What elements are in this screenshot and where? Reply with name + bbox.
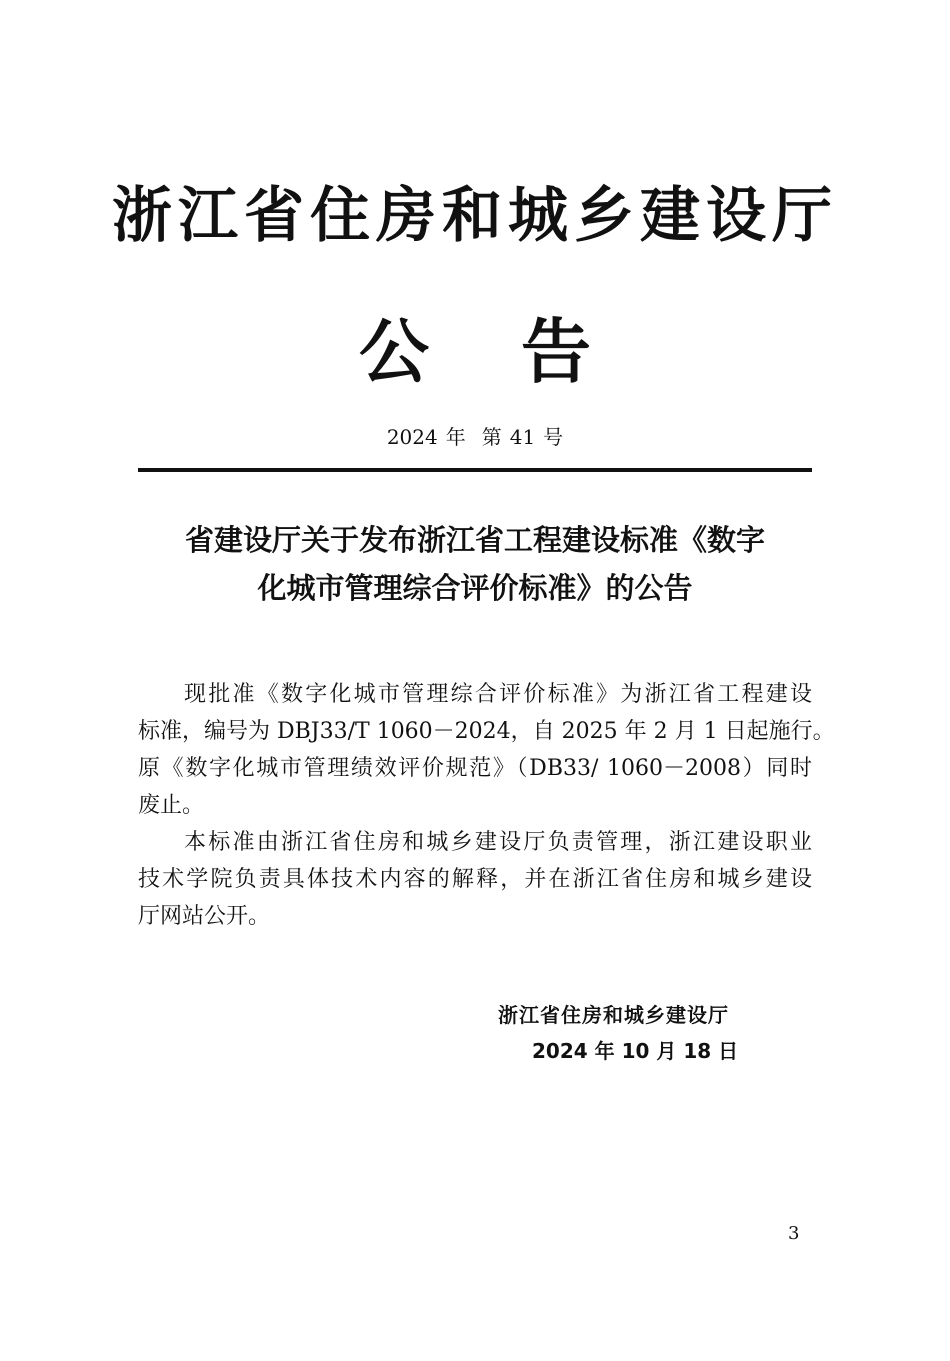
document-number-value: 41 bbox=[509, 425, 536, 449]
document-year: 2024 bbox=[386, 425, 438, 449]
document-number bbox=[0, 423, 950, 451]
paragraph-1-line-1: 现批准《数字化城市管理综合评价标准》为浙江省工程建设 bbox=[184, 682, 812, 707]
document-number-suffix: 号 bbox=[543, 425, 564, 449]
header-divider bbox=[138, 468, 812, 472]
paragraph-2-line-3: 厅网站公开。 bbox=[138, 904, 271, 929]
announcement-title-line-2: 化城市管理综合评价标准》的公告 bbox=[257, 571, 693, 605]
document-type-heading bbox=[0, 312, 950, 392]
signature-organization: 浙江省住房和城乡建设厅 bbox=[498, 1003, 729, 1027]
page-number: 3 bbox=[788, 1223, 800, 1244]
document-year-unit: 年 bbox=[445, 425, 466, 449]
announcement-title bbox=[138, 516, 812, 612]
issuer-heading: 浙江省住房和城乡建设厅 bbox=[112, 181, 838, 251]
announcement-title-line-1: 省建设厅关于发布浙江省工程建设标准《数字 bbox=[184, 523, 765, 557]
paragraph-2-line-1: 本标准由浙江省住房和城乡建设厅负责管理，浙江建设职业 bbox=[184, 830, 812, 855]
paragraph-1-line-4: 废止。 bbox=[138, 793, 205, 818]
paragraph-2-line-2: 技术学院负责具体技术内容的解释，并在浙江省住房和城乡建设 bbox=[138, 867, 812, 892]
paragraph-1-line-2: 标准，编号为 DBJ33/T 1060－2024，自 2025 年 2 月 1 日起施行。 bbox=[138, 719, 835, 744]
document-type-char-1: 公 bbox=[359, 310, 429, 393]
paragraph-1-line-3: 原《数字化城市管理绩效评价规范》（DB33/ 1060－2008）同时 bbox=[138, 756, 812, 781]
announcement-body bbox=[138, 676, 835, 935]
signature-date: 2024 年 10 月 18 日 bbox=[532, 1039, 739, 1063]
document-type-char-2: 告 bbox=[521, 310, 591, 393]
document-number-prefix: 第 bbox=[481, 425, 502, 449]
